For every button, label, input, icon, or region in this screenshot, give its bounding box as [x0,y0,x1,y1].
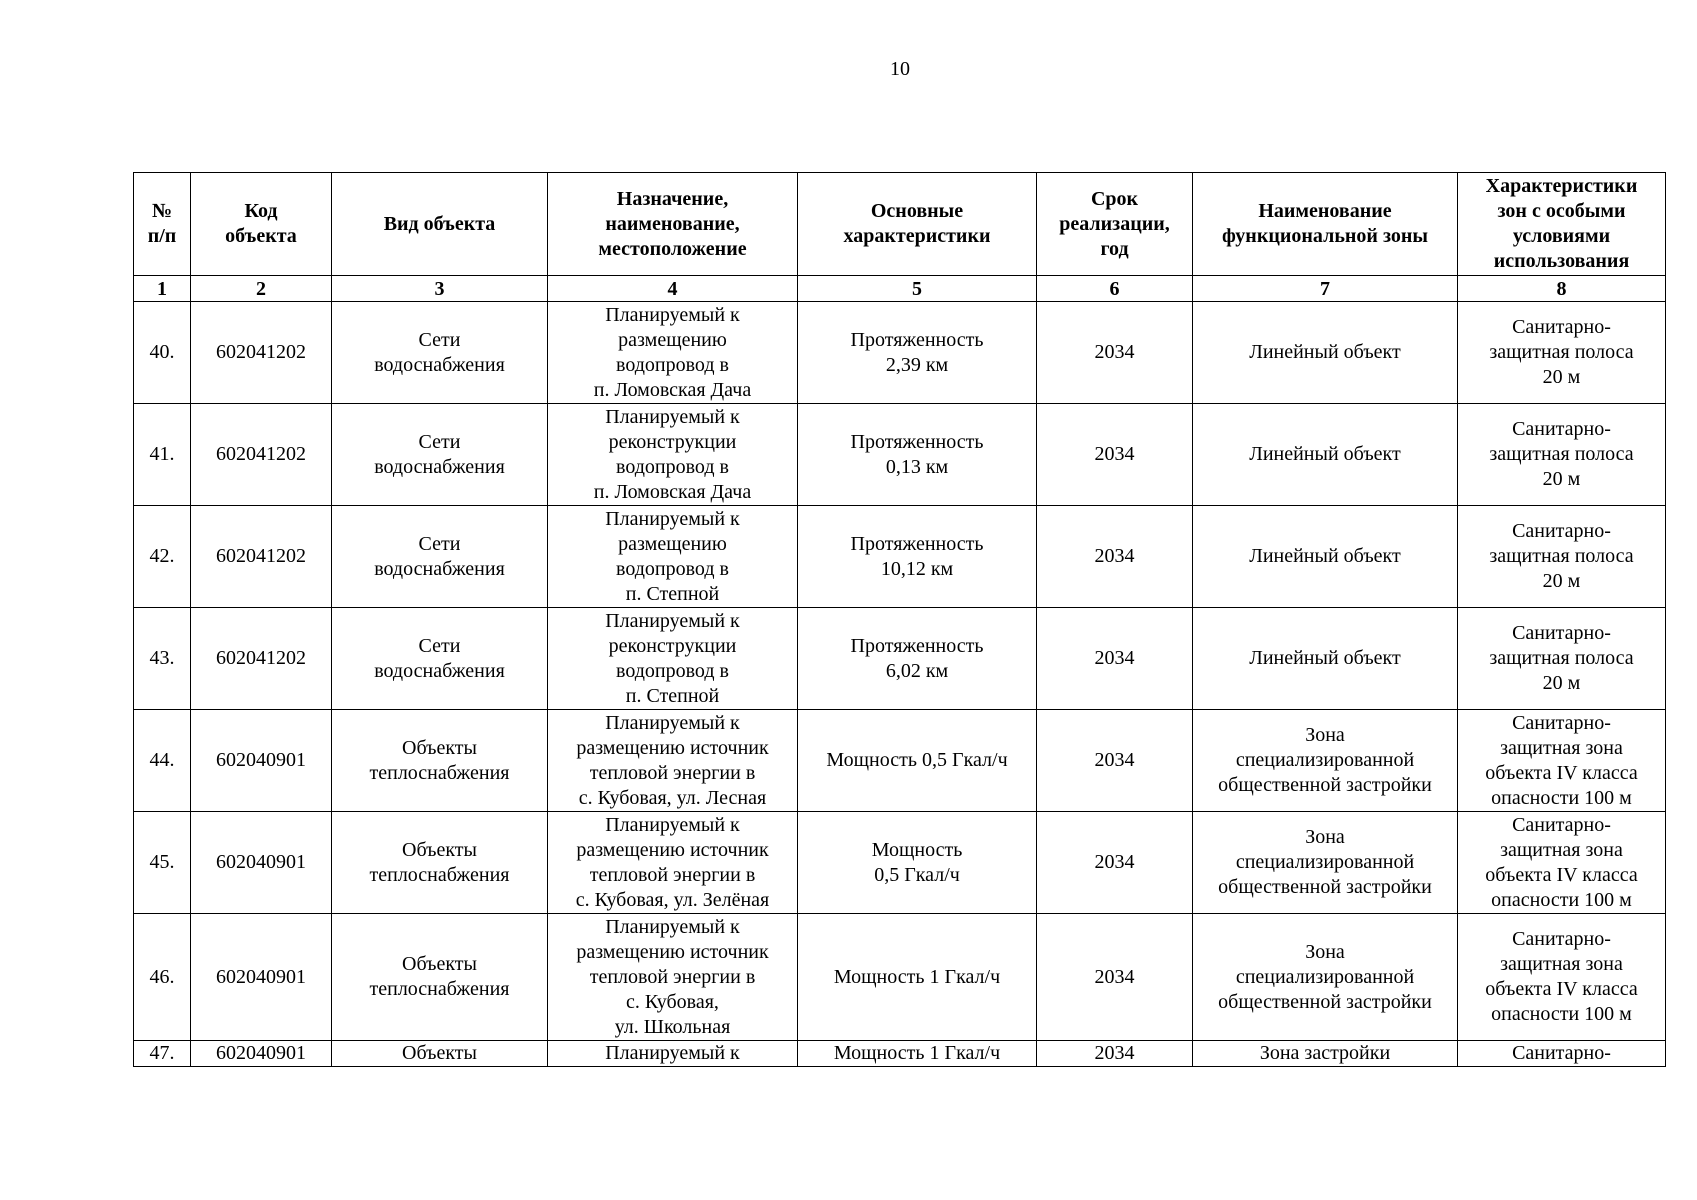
table-row [134,710,1666,812]
characteristics-cell: Мощность 0,5 Гкал/ч [798,710,1037,812]
implementation-year-cell: 2034 [1037,1041,1193,1067]
functional-zone-cell: Линейный объект [1193,302,1458,404]
purpose-location-cell: Планируемый к размещению водопровод в п. Ломовская Дача [548,302,798,404]
row-number-cell: 44. [134,710,191,812]
table-row [134,608,1666,710]
row-number-cell: 43. [134,608,191,710]
object-type-cell: Объекты теплоснабжения [332,914,548,1041]
implementation-year-cell: 2034 [1037,608,1193,710]
column-number: 5 [798,276,1037,302]
functional-zone-cell: Зона специализированной общественной застройки [1193,812,1458,914]
object-code-cell: 602040901 [191,812,332,914]
header-cell: № п/п [134,173,191,276]
object-code-cell: 602041202 [191,608,332,710]
functional-zone-cell: Линейный объект [1193,506,1458,608]
row-number-cell: 41. [134,404,191,506]
special-zone-cell: Санитарно- защитная зона объекта IV класса опасности 100 м [1458,812,1666,914]
functional-zone-cell: Зона специализированной общественной застройки [1193,710,1458,812]
column-number: 1 [134,276,191,302]
purpose-location-cell: Планируемый к размещению источник тепловой энергии в с. Кубовая, ул. Лесная [548,710,798,812]
table-row [134,914,1666,1041]
implementation-year-cell: 2034 [1037,404,1193,506]
table-row [134,1041,1666,1067]
object-type-cell: Сети водоснабжения [332,404,548,506]
table-row [134,302,1666,404]
object-code-cell: 602041202 [191,404,332,506]
header-cell: Наименование функциональной зоны [1193,173,1458,276]
row-number-cell: 45. [134,812,191,914]
column-number: 7 [1193,276,1458,302]
object-type-cell: Объекты теплоснабжения [332,812,548,914]
characteristics-cell: Протяженность 2,39 км [798,302,1037,404]
column-number: 4 [548,276,798,302]
object-type-cell: Сети водоснабжения [332,302,548,404]
page-number: 10 [890,58,910,80]
row-number-cell: 46. [134,914,191,1041]
special-zone-cell: Санитарно- защитная полоса 20 м [1458,608,1666,710]
header-cell: Основные характеристики [798,173,1037,276]
special-zone-cell: Санитарно- [1458,1041,1666,1067]
column-number-row [134,276,1666,302]
purpose-location-cell: Планируемый к реконструкции водопровод в п. Ломовская Дача [548,404,798,506]
row-number-cell: 42. [134,506,191,608]
object-code-cell: 602040901 [191,710,332,812]
special-zone-cell: Санитарно- защитная полоса 20 м [1458,506,1666,608]
header-row [134,173,1666,276]
row-number-cell: 40. [134,302,191,404]
table-row [134,404,1666,506]
header-cell: Вид объекта [332,173,548,276]
implementation-year-cell: 2034 [1037,302,1193,404]
functional-zone-cell: Линейный объект [1193,608,1458,710]
column-number: 6 [1037,276,1193,302]
implementation-year-cell: 2034 [1037,914,1193,1041]
header-cell: Срок реализации, год [1037,173,1193,276]
special-zone-cell: Санитарно- защитная полоса 20 м [1458,404,1666,506]
special-zone-cell: Санитарно- защитная полоса 20 м [1458,302,1666,404]
object-type-cell: Объекты теплоснабжения [332,710,548,812]
object-code-cell: 602040901 [191,1041,332,1067]
column-number: 8 [1458,276,1666,302]
purpose-location-cell: Планируемый к [548,1041,798,1067]
implementation-year-cell: 2034 [1037,710,1193,812]
objects-table [133,172,1666,1067]
special-zone-cell: Санитарно- защитная зона объекта IV класса опасности 100 м [1458,710,1666,812]
row-number-cell: 47. [134,1041,191,1067]
characteristics-cell: Протяженность 10,12 км [798,506,1037,608]
header-cell: Характеристики зон с особыми условиями использования [1458,173,1666,276]
functional-zone-cell: Линейный объект [1193,404,1458,506]
column-number: 3 [332,276,548,302]
object-type-cell: Объекты [332,1041,548,1067]
purpose-location-cell: Планируемый к размещению источник тепловой энергии в с. Кубовая, ул. Школьная [548,914,798,1041]
object-code-cell: 602040901 [191,914,332,1041]
header-cell: Назначение, наименование, местоположение [548,173,798,276]
characteristics-cell: Мощность 1 Гкал/ч [798,1041,1037,1067]
table-row [134,506,1666,608]
object-type-cell: Сети водоснабжения [332,608,548,710]
object-code-cell: 602041202 [191,506,332,608]
functional-zone-cell: Зона специализированной общественной застройки [1193,914,1458,1041]
characteristics-cell: Протяженность 6,02 км [798,608,1037,710]
object-type-cell: Сети водоснабжения [332,506,548,608]
characteristics-cell: Протяженность 0,13 км [798,404,1037,506]
table-row [134,812,1666,914]
purpose-location-cell: Планируемый к реконструкции водопровод в п. Степной [548,608,798,710]
object-code-cell: 602041202 [191,302,332,404]
purpose-location-cell: Планируемый к размещению источник тепловой энергии в с. Кубовая, ул. Зелёная [548,812,798,914]
column-number: 2 [191,276,332,302]
functional-zone-cell: Зона застройки [1193,1041,1458,1067]
characteristics-cell: Мощность 0,5 Гкал/ч [798,812,1037,914]
purpose-location-cell: Планируемый к размещению водопровод в п. Степной [548,506,798,608]
special-zone-cell: Санитарно- защитная зона объекта IV класса опасности 100 м [1458,914,1666,1041]
implementation-year-cell: 2034 [1037,506,1193,608]
implementation-year-cell: 2034 [1037,812,1193,914]
header-cell: Код объекта [191,173,332,276]
characteristics-cell: Мощность 1 Гкал/ч [798,914,1037,1041]
